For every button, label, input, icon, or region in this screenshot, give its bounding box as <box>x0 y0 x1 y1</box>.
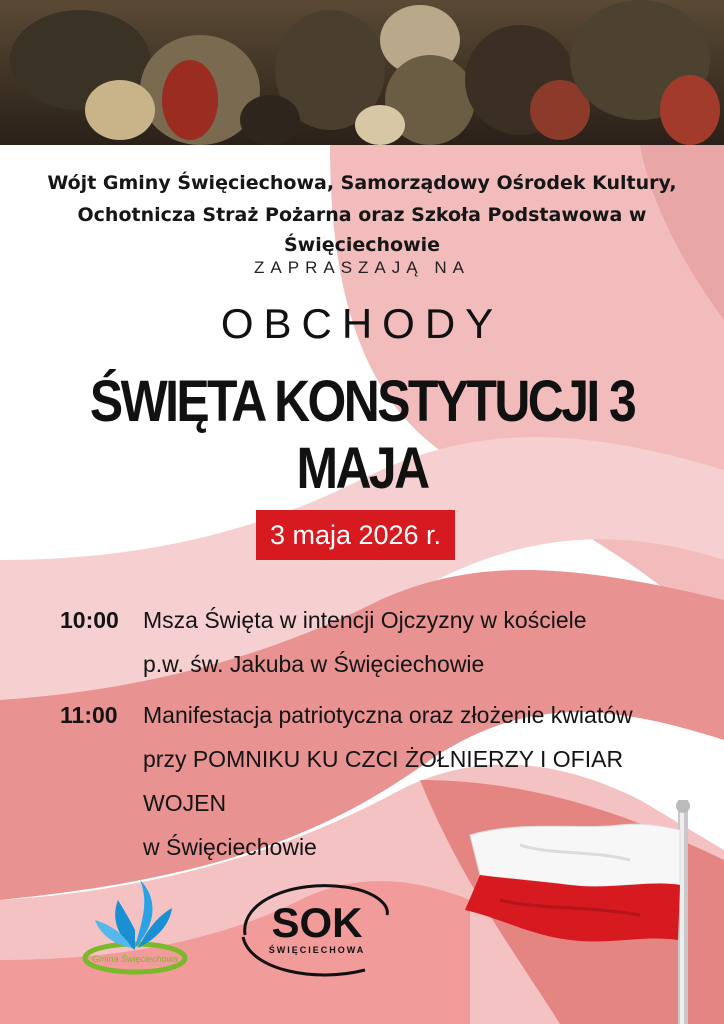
polish-flag-image <box>460 800 724 1024</box>
schedule-desc-line: w Święciechowie <box>143 834 317 860</box>
gmina-logo-text: Gmina Święciechowa <box>91 954 179 964</box>
historical-painting-header <box>0 0 724 145</box>
event-title: ŚWIĘTA KONSTYTUCJI 3 MAJA <box>89 369 635 501</box>
event-date-badge: 3 maja 2026 r. <box>256 510 455 560</box>
sok-logo <box>225 875 395 985</box>
organizers-line-2: Ochotnicza Straż Pożarna oraz Szkoła Podstawowa w Święciechowie <box>77 204 647 256</box>
organizers-line-1: Wójt Gminy Święciechowa, Samorządowy Ośrodek Kultury, <box>47 172 677 194</box>
schedule-time: 10:00 <box>60 607 119 633</box>
schedule-desc-line: Manifestacja patriotyczna oraz złożenie kwiatów <box>143 702 633 728</box>
schedule-description <box>143 598 703 686</box>
invite-text: ZAPRASZAJĄ NA <box>254 258 470 277</box>
sok-logo-subtext: ŚWIĘCIECHOWA <box>268 945 366 955</box>
obchody-heading: OBCHODY <box>220 300 504 347</box>
schedule-time: 11:00 <box>60 702 118 728</box>
schedule-desc-line: p.w. św. Jakuba w Święciechowie <box>143 651 485 677</box>
schedule-desc-line: Msza Święta w intencji Ojczyzny w kościele <box>143 607 587 633</box>
gmina-swieciechowa-logo <box>80 870 190 980</box>
sok-logo-text: SOK <box>271 899 363 946</box>
schedule-desc-line: przy POMNIKU KU CZCI ŻOŁNIERZY I OFIAR WOJEN <box>143 746 624 816</box>
